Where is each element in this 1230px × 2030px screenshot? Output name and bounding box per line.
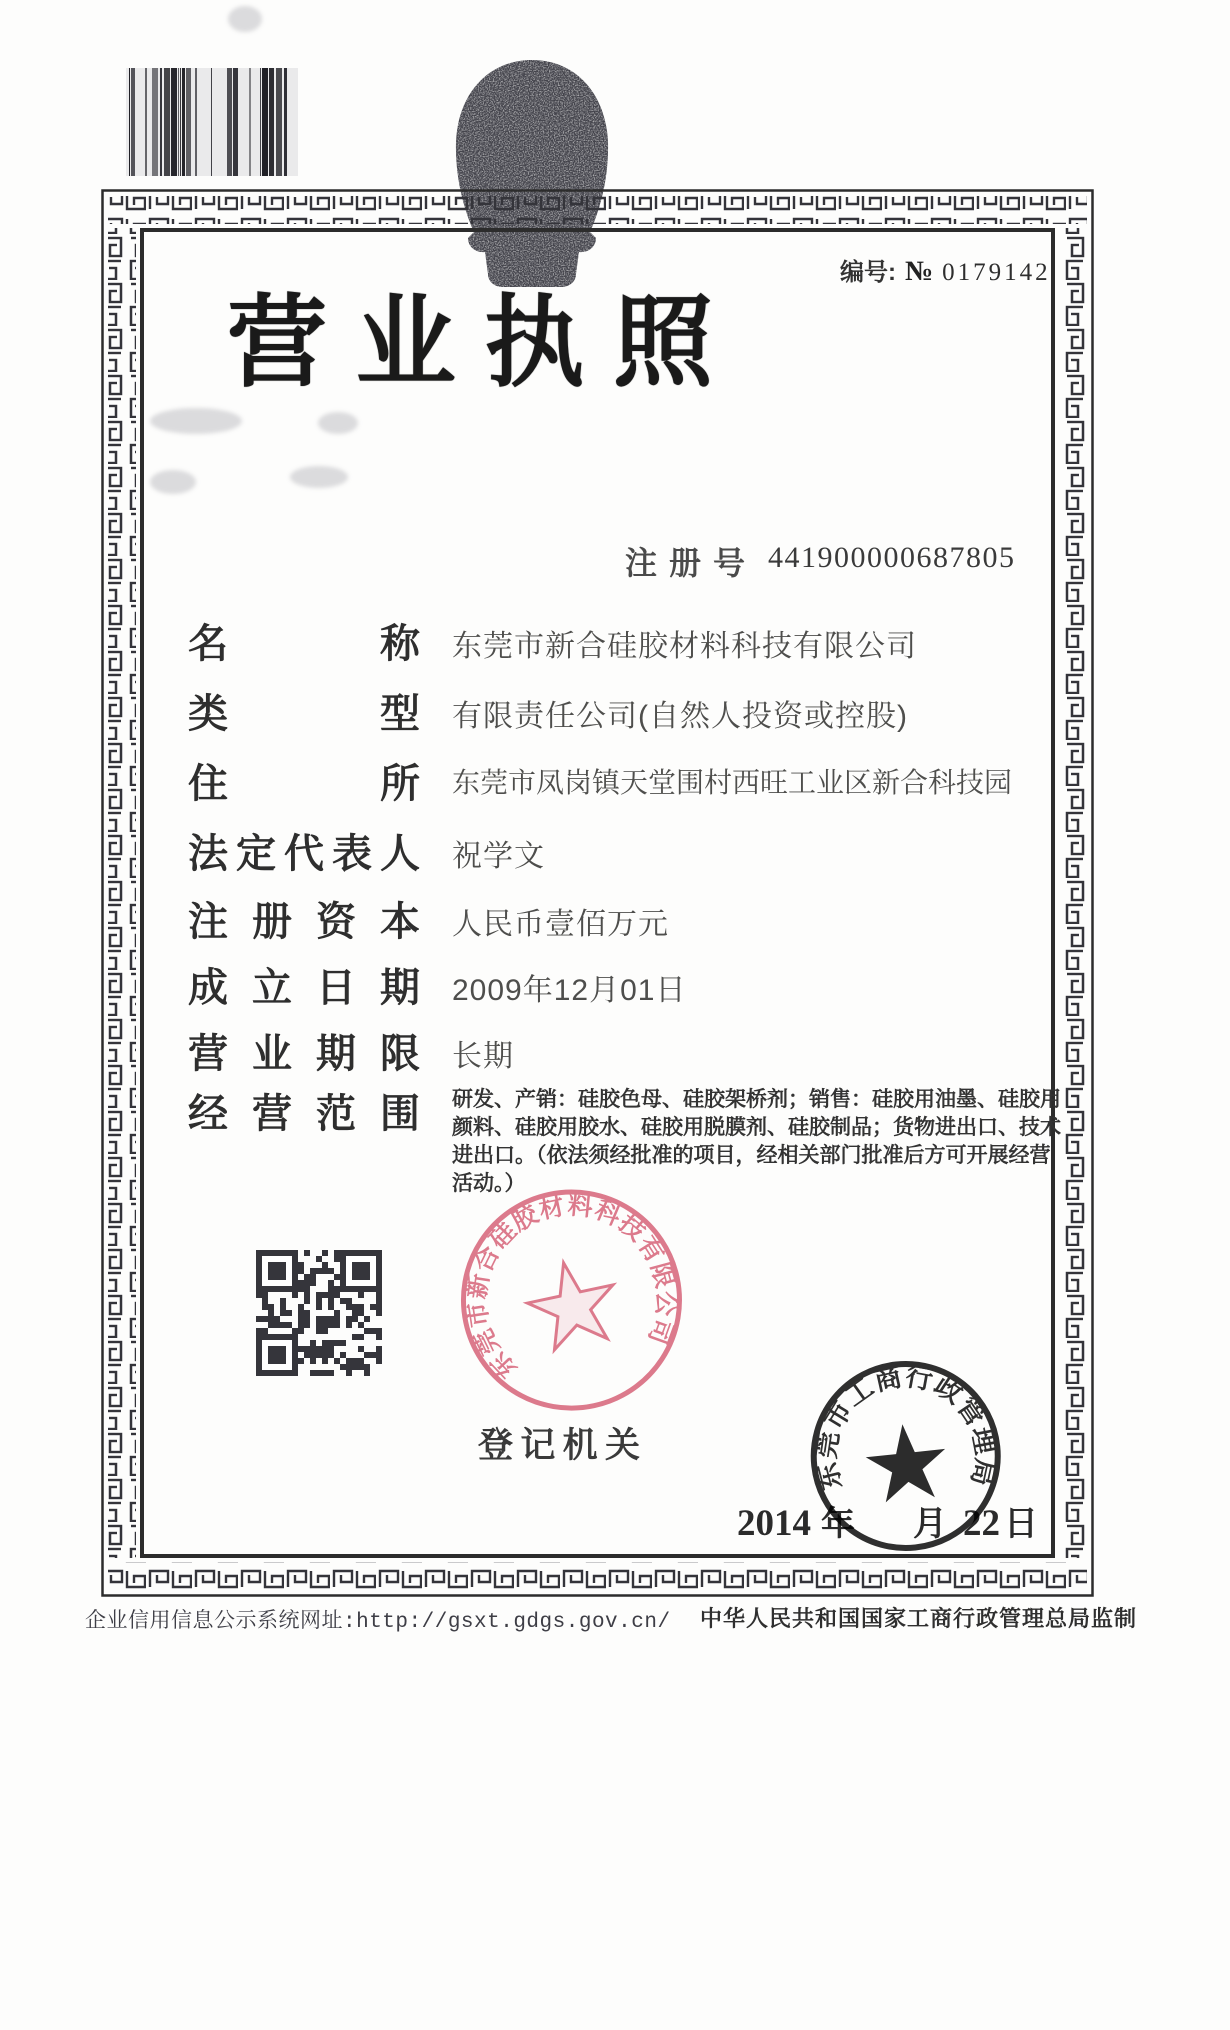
field-label: 住 所 (188, 762, 420, 806)
qr-code-icon (256, 1250, 382, 1376)
serial-number-row (840, 252, 1051, 288)
field-value: 祝学文 (452, 840, 545, 873)
page-title: 营 业 执 照 (227, 287, 713, 399)
issue-day: 22 (963, 1503, 1000, 1544)
five-pointed-star-icon (521, 1254, 624, 1354)
numero-sign: № (905, 256, 934, 287)
field-value: 长期 (452, 1040, 514, 1073)
footer-publicity-url: 企业信用信息公示系统网址:http://gsxt.gdgs.gov.cn/ (85, 1611, 671, 1634)
field-value: 东莞市新合硅胶材料科技有限公司 (452, 630, 917, 663)
company-seal-text: 东莞市新合硅胶材料科技有限公司 (462, 1191, 680, 1384)
registration-number-label: 注 册 号 (625, 545, 745, 581)
field-value: 研发、产销：硅胶色母、硅胶架桥剂；销售：硅胶用油墨、硅胶用颜料、硅胶用胶水、硅胶用脱膜剂、硅胶制品；货物进出口、技术进出口。（依法须经批准的项目，经相关部门批准后方可开展经营活动。） (452, 1088, 1061, 1195)
authority-seal-text: 东莞市工商行政管理局 (810, 1361, 1001, 1494)
field-value: 有限责任公司(自然人投资或控股) (452, 700, 908, 733)
registration-number-value: 441900000687805 (768, 541, 1016, 574)
registration-number-row (625, 538, 1045, 582)
serial-number: 0179142 (942, 259, 1051, 286)
authority-seal (796, 1346, 1016, 1571)
company-seal (429, 1158, 715, 1448)
issue-year: 2014 (737, 1503, 811, 1544)
day-unit: 日 (1004, 1505, 1038, 1543)
field-value: 东莞市凤岗镇天堂围村西旺工业区新合科技园 (452, 767, 1013, 798)
field-value: 人民币壹佰万元 (452, 908, 669, 941)
barcode-icon (126, 68, 298, 176)
scan-smudge (228, 6, 262, 32)
field-label: 类 型 (188, 692, 420, 736)
field-label: 名 称 (188, 622, 420, 666)
registrar-label: 登 记 机 关 (478, 1426, 640, 1465)
field-label: 法 定 代 表 人 (188, 832, 420, 876)
month-unit: 月 (913, 1505, 947, 1543)
field-label: 成 立 日 期 (188, 966, 420, 1010)
field-label: 营 业 期 限 (188, 1032, 420, 1076)
field-label: 注 册 资 本 (188, 900, 420, 944)
serial-label: 编号: (840, 259, 896, 286)
year-unit: 年 (821, 1505, 855, 1543)
footer-issuing-authority: 中华人民共和国国家工商行政管理总局监制 (700, 1606, 1138, 1631)
field-label: 经 营 范 围 (188, 1092, 420, 1136)
field-value: 2009年12月01日 (452, 974, 687, 1007)
five-pointed-star-icon (863, 1420, 950, 1504)
